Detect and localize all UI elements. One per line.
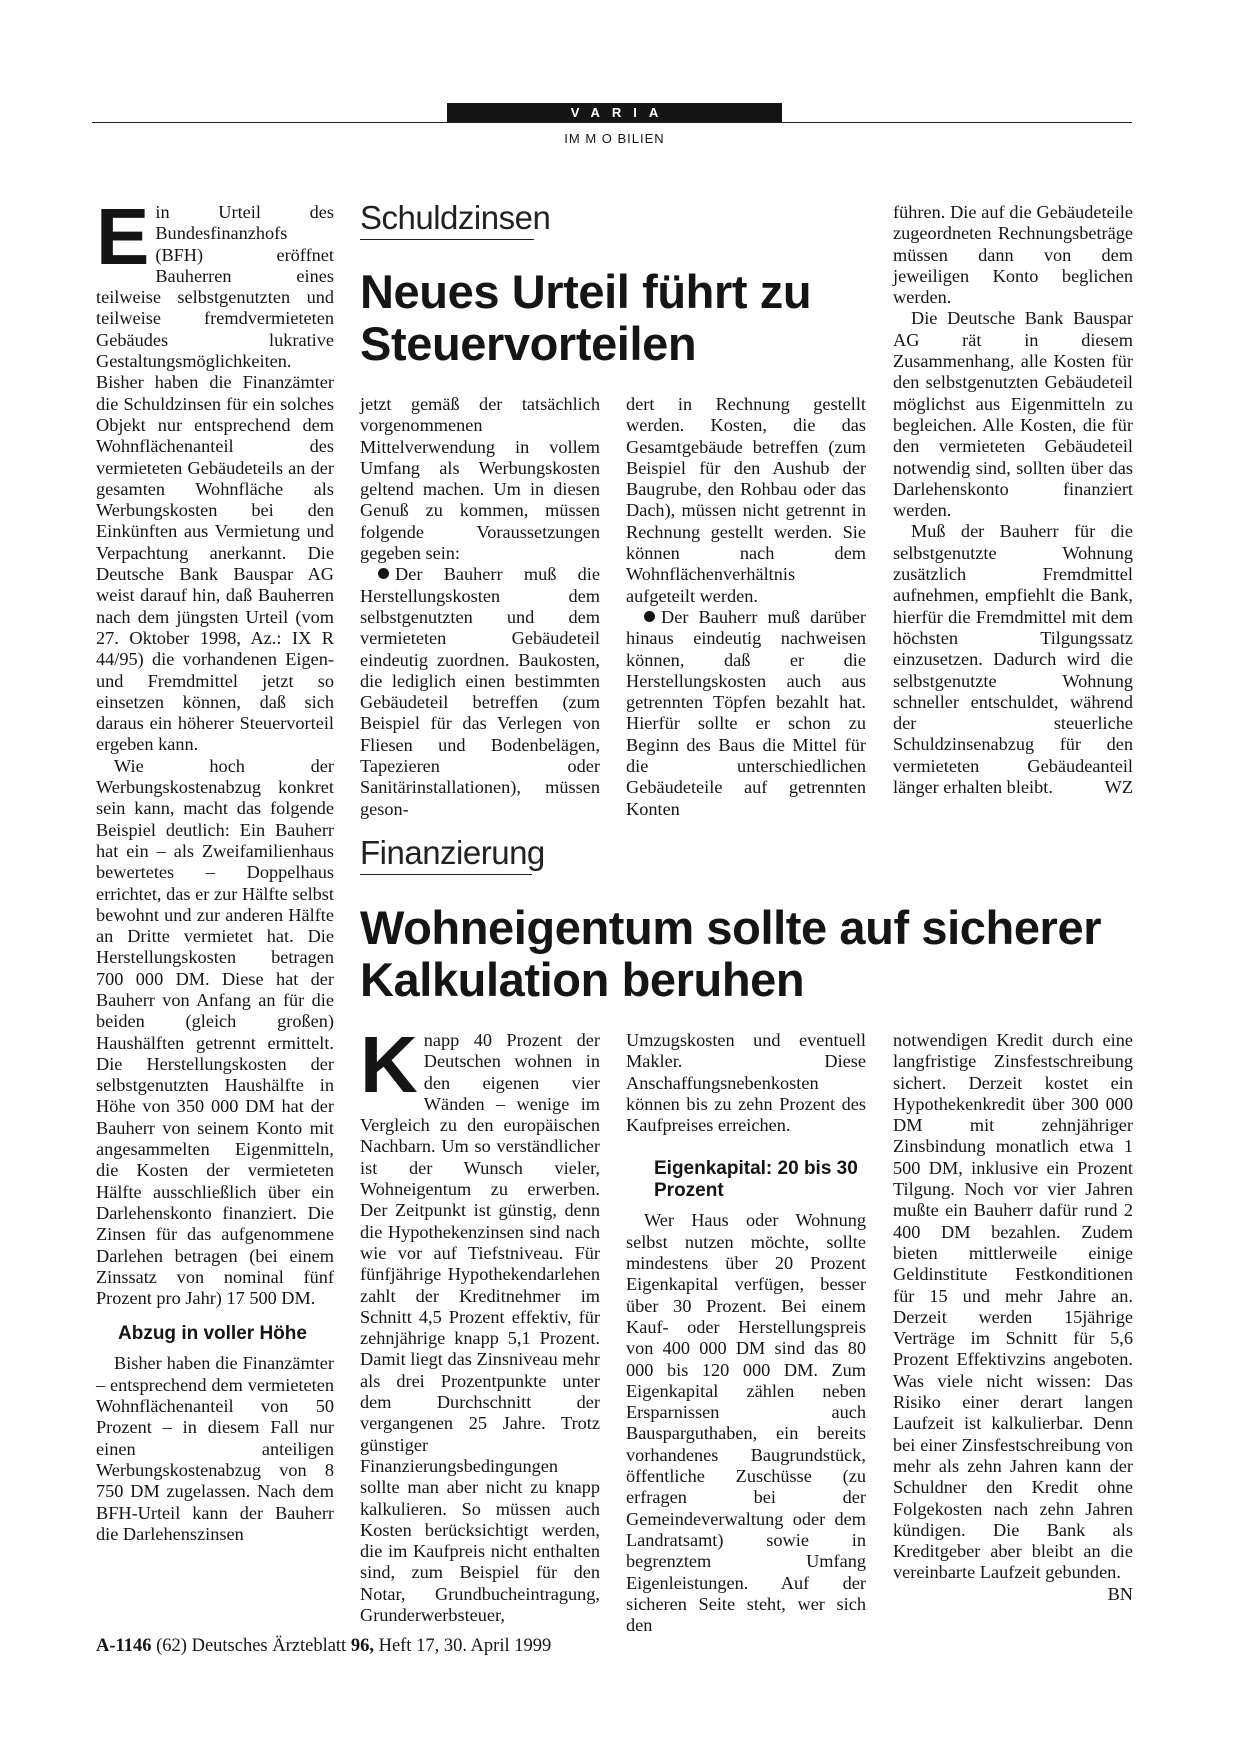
article1-subhead: Abzug in voller Höhe [118, 1323, 307, 1345]
article1-left-p2: Wie hoch der Werbungskostenabzug konkret sein kann, macht das folgende Beispiel deutlich: Ein Bauherr hat ein – als Zweifamilienhaus bewertetes – Doppelhaus errichtet, das er zur Hälfte selbst bewohnt und zur anderen Hälfte an Dritte vermietet hat. Die Herstellungskosten betragen 700 000 DM. Diese hat der Bauherr von Anfang an für die beiden (gleich großen) Haushälften getrennt ermittelt. Die Herstellungskosten der selbstgenutzten Haushälfte in Höhe von 350 000 DM hat der Bauherr von seinem Konto mit angesammelten Eigenmitteln, die Kosten der vermieteten Hälfte ausschließlich über ein Darlehenskonto finanziert. Die Zinsen für das aufgenommene Darlehen betragen (bei einem Zinssatz von nominal fünf Prozent pro Jahr) 17 500 DM. [96, 755, 334, 1309]
article1-left-column [96, 192, 334, 1545]
article2-headline: Wohneigentum sollte auf sicherer Kalkulation beruhen [360, 901, 1102, 1006]
article2-col3-p2: Wer Haus oder Wohnung selbst nutzen möchte, sollte mindestens über 20 Prozent Eigenkapital verfügen, besser über 30 Prozent. Bei einem Kauf- oder Herstellungspreis von 400 000 DM sind das 80 000 bis 120 000 DM. Zum Eigenkapital zählen neben Ersparnissen auch Bausparguthaben, ein bereits vorhandenes Baugrundstück, öffentliche Zuschüsse (zu erfragen bei der Gemeindeverwaltung oder dem Landratsamt) sowie in begrenztem Umfang Eigenleistungen. Auf der sicheren Seite steht, wer sich den [626, 1210, 866, 1636]
article2-author: BN [1107, 1583, 1133, 1604]
article1-kicker-rule [360, 239, 534, 240]
article1-column-3 [626, 394, 866, 820]
article1-col3-p2: Der Bauherr muß darüber hinaus eindeutig nachweisen können, daß er die Herstellungskosten auch aus getrennten Töpfen bezahlt hat. Hierfür sollte er schon zu Beginn des Baus die Mittel für die unterschiedlichen Gebäudeteile auf getrennten Konten [626, 606, 866, 819]
article1-author: WZ [1104, 777, 1133, 798]
article1-column-4 [893, 202, 1133, 798]
article1-col4-p3: Muß der Bauherr für die selbstgenutzte Wohnung zusätzlich Fremdmittel aufnehmen, empfiehlt die Bank, hierfür die Fremdmittel mit dem höchsten Tilgungssatz einzusetzen. Dadurch wird die selbstgenutzte Wohnung schneller entschuldet, während der steuerliche Schuldzinsenabzug für den vermieteten Gebäudeanteil länger erhalten bleibt. [893, 521, 1133, 798]
article1-col4-p2: Die Deutsche Bank Bauspar AG rät in diesem Zusammenhang, alle Kosten für den selbstgenutzten Gebäudeteil möglichst aus Eigenmitteln zu begleichen. Alle Kosten, die für den vermieteten Gebäudeteil notwendig sind, sollten über das Darlehenskonto finanziert werden. [893, 308, 1133, 521]
header-rule [92, 122, 1132, 123]
article2-column-3 [626, 1030, 866, 1636]
article1-col4-p1: führen. Die auf die Gebäudeteile zugeordneten Rechnungsbeträge müssen dann von dem jeweiligen Konto beglichen werden. [893, 202, 1133, 308]
bullet-icon [378, 568, 389, 579]
article1-column-2 [360, 394, 600, 820]
article1-col2-p1: jetzt gemäß der tatsächlich vorgenommenen Mittelverwendung in vollem Umfang als Werbungskosten geltend machen. Um in diesen Genuß zu kommen, müssen folgende Voraussetzungen gegeben sein: [360, 394, 600, 564]
section-label: VARIA [447, 103, 782, 122]
article2-dropcap: K [360, 1020, 418, 1109]
article1-col2-p2: Der Bauherr muß die Herstellungskosten dem selbstgenutzten und dem vermieteten Gebäudeteil eindeutig zuordnen. Baukosten, die lediglich einen bestimmten Gebäudeteil betreffen (zum Beispiel für das Verlegen von Fliesen und Bodenbelägen, Tapezieren oder Sanitärinstallationen), müssen geson- [360, 564, 600, 819]
footer-issue: Heft 17, 30. April 1999 [378, 1636, 552, 1656]
article2-col3-p1: Umzugskosten und eventuell Makler. Diese Anschaffungsnebenkosten können bis zu zehn Prozent des Kaufpreises erreichen. [626, 1030, 866, 1136]
article1-left-p1: in Urteil des Bundesfinanzhofs (BFH) eröffnet Bauherren eines teilweise selbstgenutzten und teilweise fremdvermieteten Gebäudes lukrative Gestaltungsmöglichkeiten. Bisher haben die Finanzämter die Schuldzinsen für ein solches Objekt nur entsprechend dem Wohnflächenanteil des vermieteten Gebäudeteils an der gesamten Wohnfläche als Werbungskosten bei den Einkünften aus Vermietung und Verpachtung anerkannt. Die Deutsche Bank Bauspar AG weist darauf hin, daß Bauherren nach dem jüngsten Urteil (vom 27. Oktober 1998, Az.: IX R 44/95) die vorhandenen Eigen- und Fremdmittel jetzt so einsetzen können, daß sich daraus ein höherer Steuervorteil ergeben kann. [96, 202, 334, 755]
article2-column-4 [893, 1030, 1133, 1605]
footer-volume: 96, [350, 1636, 374, 1656]
article1-dropcap: E [96, 192, 150, 281]
bullet-icon [644, 611, 655, 622]
article1-col3-p1: dert in Rechnung gestellt werden. Kosten, die das Gesamtgebäude betreffen (zum Beispiel für den Aushub der Baugrube, den Rohbau oder das Dach), müssen nicht getrennt in Rechnung gestellt werden. Sie können nach dem Wohnflächenverhältnis aufgeteilt werden. [626, 394, 866, 606]
footer-journal: Deutsches Ärzteblatt [191, 1636, 347, 1656]
article2-col4-p1: notwendigen Kredit durch eine langfristige Zinsfestschreibung sichert. Derzeit kostet ein Hypothekenkredit über 300 000 DM mit zehnjähriger Zinsbindung monatlich etwa 1 500 DM, inklusive ein Prozent Tilgung. Noch vor vier Jahren mußte ein Bauherr dafür rund 2 400 DM bezahlen. Zudem bieten mittlerweile einige Geldinstitute Festkonditionen für 15 und mehr Jahre an. Derzeit werden 15jährige Verträge im Schnitt für 5,6 Prozent Effektivzins angeboten. Was viele nicht wissen: Das Risiko einer derart langen Laufzeit ist kalkulierbar. Denn bei einer Zinsfestschreibung von mehr als zehn Jahren kann der Schuldner den Kredit ohne Folgekosten nach zehn Jahren kündigen. Die Bank als Kreditgeber aber bleibt an die vereinbarte Laufzeit gebunden. [893, 1030, 1133, 1583]
footer-page-code: A-1146 [96, 1636, 152, 1656]
article2-subhead: Eigenkapital: 20 bis 30 Prozent [654, 1158, 858, 1202]
rubric-label: IM M O BILIEN [564, 131, 665, 146]
article2-column-2 [360, 1020, 600, 1626]
article1-kicker: Schuldzinsen [360, 199, 551, 236]
article1-left-p3: Bisher haben die Finanzämter – entsprechend dem vermieteten Wohnflächenanteil von 50 Prozent – in diesem Fall nur einen anteiligen Werbungskostenabzug von 8 750 DM zugelassen. Nach dem BFH-Urteil kann der Bauherr die Darlehenszinsen [96, 1353, 334, 1544]
article2-col2-p1: napp 40 Prozent der Deutschen wohnen in den eigenen vier Wänden – wenige im Vergleich zu den europäischen Nachbarn. Um so verständlicher ist der Wunsch vieler, Wohneigentum zu erwerben. Der Zeitpunkt ist günstig, denn die Hypothekenzinsen sind nach wie vor auf Tiefstniveau. Für fünfjährige Hypothekendarlehen zahlt der Kreditnehmer im Schnitt 4,5 Prozent effektiv, für zehnjährige knapp 5,1 Prozent. Damit liegt das Zinsniveau mehr als drei Prozentpunkte unter dem Durchschnitt der vergangenen 25 Jahre. Trotz günstiger Finanzierungsbedingungen sollte man aber nicht zu knapp kalkulieren. So müssen auch Kosten berücksichtigt werden, die im Kaufpreis nicht enthalten sind, zum Beispiel für den Notar, Grundbucheintragung, Grunderwerbsteuer, [360, 1030, 600, 1626]
article2-kicker: Finanzierung [360, 834, 545, 871]
article1-headline: Neues Urteil führt zu Steuervorteilen [360, 265, 812, 370]
article2-kicker-rule [360, 874, 532, 875]
page-footer [96, 1636, 551, 1657]
footer-page-number: (62) [156, 1636, 187, 1656]
